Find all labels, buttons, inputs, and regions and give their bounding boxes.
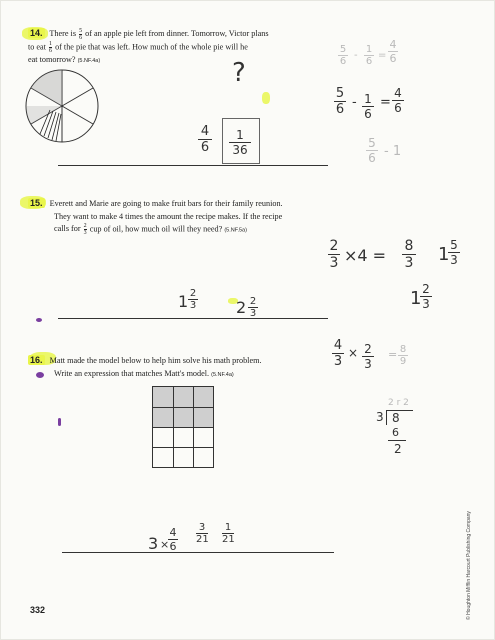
work-faint-fraction: $\frac{5}{6}$ <box>366 136 378 165</box>
work-fraction: $\frac{2}{3}$ <box>329 238 339 271</box>
work-operator: × <box>348 346 359 360</box>
standard-code: (5.NF.4a) <box>77 57 101 64</box>
division-subtract: 6 <box>392 426 399 439</box>
fraction: $\frac{2}{3}$ <box>83 223 87 236</box>
answer-line <box>58 165 328 166</box>
division-remainder: 2 <box>394 442 402 456</box>
question-text: Matt made the model below to help him solve his math problem. <box>49 356 262 365</box>
question-16 <box>28 354 328 381</box>
work-operator: = <box>388 348 398 361</box>
question-text: They want to make 4 times the amount the recipe makes. If the recipe <box>54 211 283 221</box>
question-text: of the pie that was left. How much of the whole pie will he <box>55 42 248 51</box>
work-fraction: $\frac{4}{6}$ <box>392 86 404 115</box>
highlight-mark <box>262 92 270 104</box>
standard-code: (5.NF.5a) <box>224 227 247 234</box>
fraction-model <box>152 386 214 468</box>
worksheet-page: 14. There is $\frac{5}{6}$ of an apple pie left from dinner. Tomorrow, Victor plans to eat $\frac{1}{6}$ of the pie that was left. How much of the whole pie will he eat tomorrow? (5.NF.4a) ? $\frac{4}{6}$ $\frac{1}{36}$ $\frac{5}{6}$ - $\frac{1}{6}$ = $\frac{4}{6}$ $\frac{5}{6}$ - $\frac{1}{6}$ = $\frac{4}{6}$ $\frac{5}{6}$ - 1 15. Everett and Marie are going to make fruit bars for their family reunion. They want to make 4 times the amount the recipe makes. If the recipe calls for $\frac{2}{3}$ cup of oil, how much oil will they need? (5.NF.5a) $\frac{2}{3}$ ×4 = $\frac{8}{3}$ 1 $\frac{5}{3}$ 1 $\frac{2}{3}$ 1 $\frac{2}{3}$ 2 $\frac{2}{3}$ 16. Matt made the model below to help him solve his math problem. Write an expression that matches Matt's model. (5.NF.4a) $\frac{4}{3}$ × $\frac{2}{3}$ = $\frac{8}{9}$ 2 r 2 3 8 6 2 3 × $\frac{4}{6}$ $\frac{3}{21}$ $\frac{1}{21}$ 332 © Houghton Mifflin Harcourt Publishing Company <box>0 0 495 640</box>
handwritten-answer: $\frac{4}{6}$ <box>198 124 212 155</box>
answer-operator: × <box>160 538 170 551</box>
work-operator: - <box>352 95 357 110</box>
work-fraction: $\frac{5}{6}$ <box>335 86 345 117</box>
question-text: Write an expression that matches Matt's model. <box>54 368 210 378</box>
ink-mark <box>36 318 42 322</box>
question-number: 16. <box>30 355 43 365</box>
answer-fraction: $\frac{2}{3}$ <box>249 296 257 319</box>
work-faint-operator: - 1 <box>384 144 402 159</box>
work-fraction: $\frac{2}{3}$ <box>420 282 432 311</box>
question-text: eat tomorrow? <box>28 54 76 64</box>
division-divisor: 3 <box>376 410 384 424</box>
question-text: There is <box>49 29 77 38</box>
pie-drawing <box>22 66 102 146</box>
work-fraction: $\frac{2}{3}$ <box>362 342 374 371</box>
answer-line <box>58 318 328 319</box>
answer-fraction: $\frac{1}{21}$ <box>222 522 235 545</box>
page-number: 332 <box>30 605 46 615</box>
work-fraction: $\frac{4}{3}$ <box>333 338 343 369</box>
work-whole: 1 <box>410 288 422 309</box>
work-fraction: $\frac{8}{3}$ <box>402 238 416 271</box>
question-mark: ? <box>232 58 246 88</box>
question-text: to eat <box>28 42 46 51</box>
division-line <box>388 440 406 441</box>
answer-whole: 2 <box>236 298 247 317</box>
fraction: $\frac{5}{6}$ <box>79 27 83 41</box>
question-text: of an apple pie left from dinner. Tomorrow, Victor plans <box>85 29 269 38</box>
answer-fraction: $\frac{3}{21}$ <box>196 522 209 545</box>
question-text: Everett and Marie are going to make fruit bars for their family reunion. <box>49 199 283 208</box>
question-text: cup of oil, how much oil will they need? <box>89 224 223 234</box>
question-text: calls for <box>54 224 81 234</box>
boxed-fraction: $\frac{1}{36}$ <box>229 128 251 157</box>
question-15 <box>28 197 328 237</box>
division-quotient: 2 r 2 <box>388 398 409 408</box>
answer-fraction: $\frac{4}{6}$ <box>169 526 177 553</box>
work-fraction: $\frac{8}{9}$ <box>399 344 407 367</box>
answer-whole: 3 <box>148 534 159 553</box>
division-dividend: 8 <box>392 411 400 425</box>
copyright-notice: © Houghton Mifflin Harcourt Publishing Company <box>466 511 472 620</box>
answer-whole: 1 <box>178 292 189 311</box>
question-number: 15. <box>30 198 43 208</box>
ink-mark <box>58 418 61 426</box>
answer-line <box>62 552 334 553</box>
work-fraction: $\frac{1}{6}$ <box>362 92 374 121</box>
standard-code: (5.NF.4a) <box>211 371 234 378</box>
question-14 <box>28 27 328 67</box>
answer-fraction: $\frac{2}{3}$ <box>189 288 197 311</box>
work-fraction: $\frac{5}{3}$ <box>448 238 460 267</box>
fraction: $\frac{1}{6}$ <box>49 40 53 54</box>
work-operator: ×4 = <box>344 246 387 265</box>
question-number: 14. <box>30 28 43 38</box>
work-whole: 1 <box>438 244 450 265</box>
work-operator: = <box>380 95 391 110</box>
